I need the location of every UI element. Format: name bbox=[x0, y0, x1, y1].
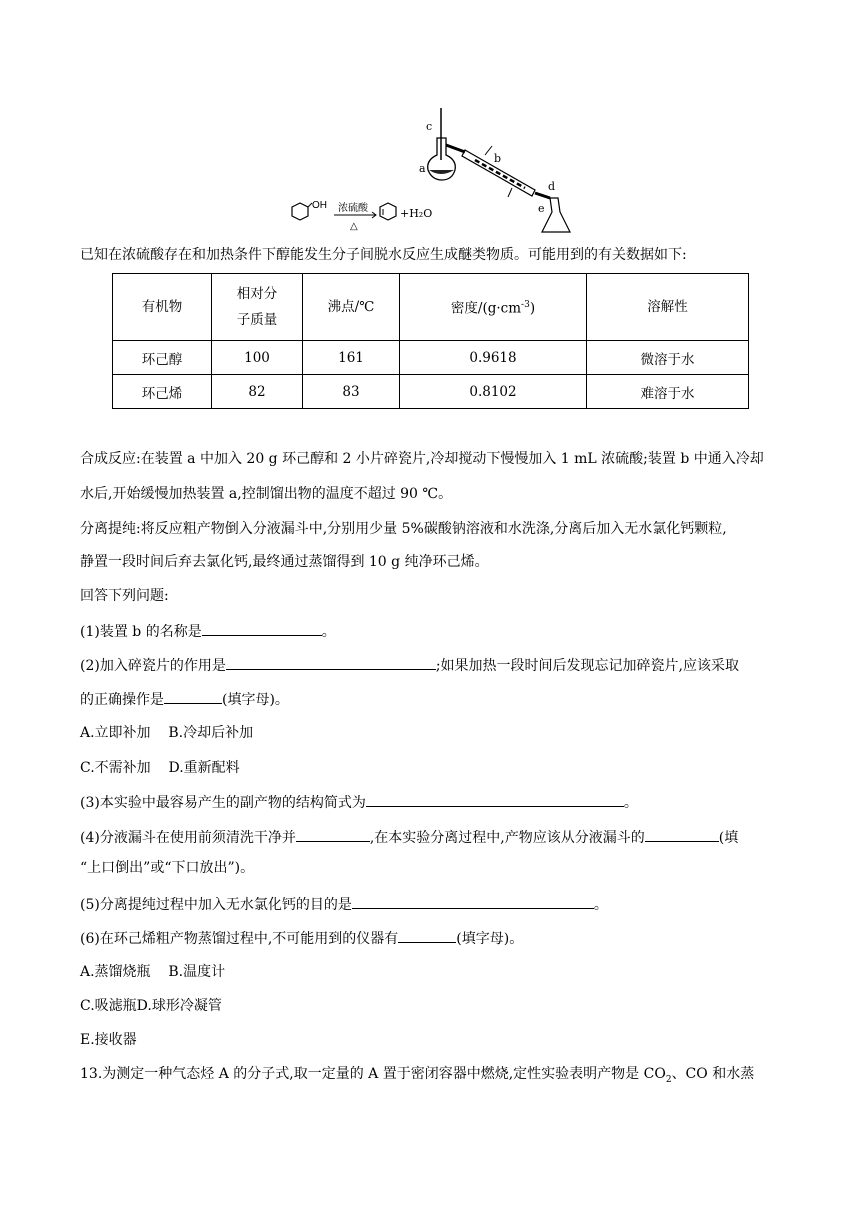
label-c: c bbox=[426, 120, 433, 133]
question-2: (2)加入碎瓷片的作用是 ;如果加热一段时间后发现忘记加碎瓷片,应该采取 bbox=[80, 655, 739, 676]
question-6: (6)在环己烯粗产物蒸馏过程中,不可能用到的仪器有 (填字母)。 bbox=[80, 928, 523, 949]
answer-blank[interactable] bbox=[296, 827, 370, 842]
synthesis-line-1: 合成反应:在装置 a 中加入 20 g 环己醇和 2 小片碎瓷片,冷却搅动下慢慢加入 1 mL 浓硫酸;装置 b 中通入冷却 bbox=[80, 451, 764, 467]
question-6-options-cd: C.吸滤瓶D.球形冷凝管 bbox=[80, 998, 222, 1014]
table-cell: 161 bbox=[303, 341, 400, 375]
header-cell: 沸点/℃ bbox=[303, 274, 400, 341]
table-row bbox=[113, 341, 749, 375]
table-cell: 难溶于水 bbox=[587, 375, 749, 409]
table-header-row bbox=[113, 274, 749, 341]
reaction-scheme bbox=[292, 200, 432, 232]
question-2-options-cd: C.不需补加 D.重新配料 bbox=[80, 760, 240, 776]
question-1: (1)装置 b 的名称是 。 bbox=[80, 621, 336, 642]
separation-line-1: 分离提纯:将反应粗产物倒入分液漏斗中,分别用少量 5%碳酸钠溶液和水洗涤,分离后加入无水氯化钙颗粒, bbox=[80, 521, 727, 537]
label-a: a bbox=[419, 162, 426, 175]
answer-blank[interactable] bbox=[226, 655, 436, 670]
answer-blank[interactable] bbox=[366, 792, 624, 807]
table-row bbox=[113, 375, 749, 409]
label-b: b bbox=[494, 152, 502, 165]
question-13: 13.为测定一种气态烃 A 的分子式,取一定量的 A 置于密闭容器中燃烧,定性实验表明产物是 $CO_2$、CO 和水蒸 bbox=[80, 1066, 755, 1085]
intro-text: 已知在浓硫酸存在和加热条件下醇能发生分子间脱水反应生成醚类物质。可能用到的有关数据如下: bbox=[80, 247, 687, 263]
question-6-option-e: E.接收器 bbox=[80, 1032, 137, 1048]
data-table bbox=[112, 273, 749, 409]
question-5: (5)分离提纯过程中加入无水氯化钙的目的是 。 bbox=[80, 894, 608, 915]
question-4-cont: “上口倒出”或“下口放出”)。 bbox=[80, 860, 255, 876]
table-cell: 100 bbox=[212, 341, 303, 375]
header-cell: 有机物 bbox=[113, 274, 212, 341]
table-cell: 微溶于水 bbox=[587, 341, 749, 375]
oh-label: OH bbox=[312, 200, 327, 211]
question-6-options-ab: A.蒸馏烧瓶 B.温度计 bbox=[80, 964, 226, 980]
header-cell: 密度$/(g\cdot cm^{-3})$ bbox=[400, 274, 587, 341]
question-2-options-ab: A.立即补加 B.冷却后补加 bbox=[80, 725, 254, 741]
reagent-label: 浓硫酸 bbox=[338, 203, 368, 214]
synthesis-line-2: 水后,开始缓慢加热装置 a,控制馏出物的温度不超过 90 ℃。 bbox=[80, 486, 453, 502]
answer-blank[interactable] bbox=[645, 827, 719, 842]
answer-blank[interactable] bbox=[352, 894, 594, 909]
apparatus-figure bbox=[280, 100, 580, 236]
answer-heading: 回答下列问题: bbox=[80, 588, 169, 604]
label-d: d bbox=[548, 180, 556, 193]
answer-blank[interactable] bbox=[202, 621, 322, 636]
table-cell: 环己烯 bbox=[113, 375, 212, 409]
question-2-cont: 的正确操作是 (填字母)。 bbox=[80, 689, 289, 710]
header-cell: 相对分 子质量 bbox=[212, 274, 303, 341]
table-cell: 环己醇 bbox=[113, 341, 212, 375]
table-cell: 82 bbox=[212, 375, 303, 409]
table-cell: 83 bbox=[303, 375, 400, 409]
heat-label: △ bbox=[350, 221, 358, 232]
question-3: (3)本实验中最容易产生的副产物的结构简式为 。 bbox=[80, 792, 638, 813]
separation-line-2: 静置一段时间后弃去氯化钙,最终通过蒸馏得到 10 g 纯净环己烯。 bbox=[80, 554, 489, 570]
distillation-apparatus bbox=[419, 108, 570, 232]
question-4: (4)分液漏斗在使用前须清洗干净并 ,在本实验分离过程中,产物应该从分液漏斗的 (填 bbox=[80, 827, 738, 848]
answer-blank[interactable] bbox=[398, 928, 456, 943]
table-cell: 0.9618 bbox=[400, 341, 587, 375]
label-e: e bbox=[538, 202, 545, 215]
water-label: +H₂O bbox=[400, 207, 433, 220]
header-cell: 溶解性 bbox=[587, 274, 749, 341]
answer-blank[interactable] bbox=[164, 689, 222, 704]
table-cell: 0.8102 bbox=[400, 375, 587, 409]
